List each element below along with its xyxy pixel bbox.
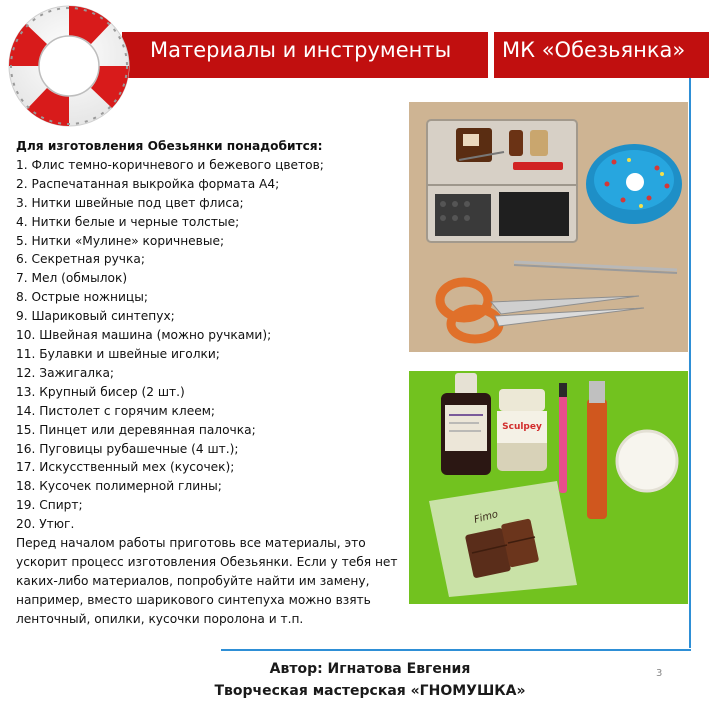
jar-brand-label: Sculpey	[502, 422, 542, 432]
workshop-line: Творческая мастерская «ГНОМУШКА»	[214, 683, 526, 699]
materials-text	[16, 137, 416, 629]
list-item: 9. Шариковый синтепух;	[16, 309, 175, 324]
footer	[190, 658, 550, 702]
materials-list	[16, 156, 416, 534]
list-item: 18. Кусочек полимерной глины;	[16, 479, 222, 494]
workshop-title: МК «Обезьянка»	[502, 38, 686, 62]
list-item: 5. Нитки «Мулине» коричневые;	[16, 233, 225, 248]
list-item: 16. Пуговицы рубашечные (4 шт.);	[16, 441, 239, 456]
list-item: 19. Спирт;	[16, 498, 83, 513]
list-item: 10. Швейная машина (можно ручками);	[16, 328, 272, 343]
header-divider	[488, 32, 494, 78]
materials-heading: Для изготовления Обезьянки понадобится:	[16, 139, 323, 153]
clay-brand-label: Fimo	[472, 508, 500, 526]
section-title: Материалы и инструменты	[150, 38, 452, 62]
author-line: Автор: Игнатова Евгения	[269, 661, 471, 677]
page-number: 3	[656, 668, 663, 679]
list-item: 12. Зажигалка;	[16, 365, 115, 380]
list-item: 7. Мел (обмылок)	[16, 271, 128, 286]
list-item: 15. Пинцет или деревянная палочка;	[16, 422, 256, 437]
list-item: 3. Нитки швейные под цвет флиса;	[16, 195, 244, 210]
list-item: 1. Флис темно-коричневого и бежевого цветов;	[16, 157, 324, 172]
list-item: 2. Распечатанная выкройка формата А4;	[16, 176, 280, 191]
closing-paragraph: Перед началом работы приготовь все материалы, это ускорит процесс изготовления Обезьянки. Если у тебя нет каких-либо материалов, попробуйте найти им замену, например, вместо шарикового синтепуха можно взять ленточный, опилки, кусочки поролона и т.п.	[16, 536, 398, 626]
right-border-rule	[689, 78, 691, 648]
list-item: 13. Крупный бисер (2 шт.)	[16, 384, 185, 399]
list-item: 11. Булавки и швейные иголки;	[16, 346, 220, 361]
lifebuoy-icon	[5, 2, 133, 130]
tools-photo	[409, 102, 688, 352]
list-item: 17. Искусственный мех (кусочек);	[16, 460, 235, 475]
list-item: 8. Острые ножницы;	[16, 290, 148, 305]
list-item: 4. Нитки белые и черные толстые;	[16, 214, 240, 229]
list-item: 6. Секретная ручка;	[16, 252, 145, 267]
list-item: 20. Утюг.	[16, 517, 75, 532]
bottom-border-rule	[221, 649, 691, 651]
supplies-photo	[409, 371, 688, 604]
list-item: 14. Пистолет с горячим клеем;	[16, 403, 215, 418]
